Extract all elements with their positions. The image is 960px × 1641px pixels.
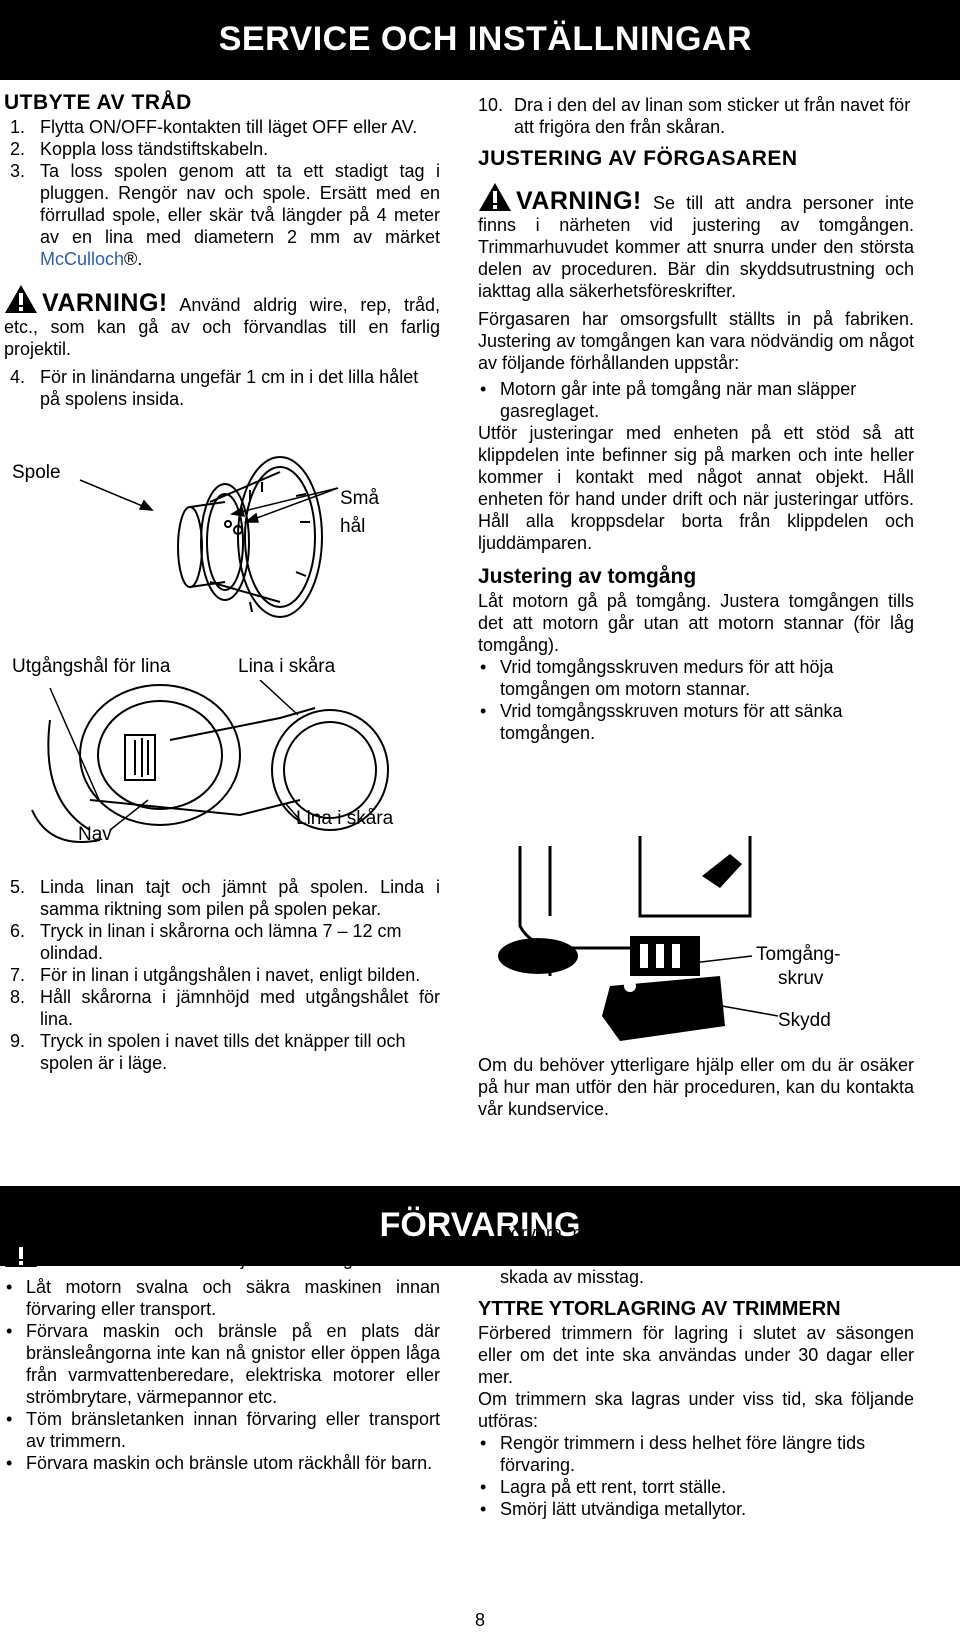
paragraph: Utför justeringar med enheten på ett stöd så att klippdelen inte befinner sig på marken och inte heller kommer i kontakt med något annat objekt. Håll enheten för hand under drift och när justeringar utförs. Håll alla kroppsdelar borta från klippdelen och ljuddämparen. xyxy=(478,423,914,553)
steps-list-top xyxy=(4,116,440,270)
right-column-service xyxy=(478,94,914,744)
list-item: • Förvara maskinen med samtliga skydd på plats. Ställ maskinen så att inga skarpa objekt kan orsaka skada av misstag. xyxy=(478,1222,914,1288)
list-item: • Låt motorn svalna och säkra maskinen innan förvaring eller transport. xyxy=(4,1276,440,1320)
help-paragraph-block xyxy=(478,1054,914,1120)
subheading-idle: Justering av tomgång xyxy=(478,565,697,588)
label-exit-hole: Utgångshål för lina xyxy=(12,656,171,677)
bullet-list-idle xyxy=(478,656,914,744)
list-item: 1. Flytta ON/OFF-kontakten till läget OFF eller AV. xyxy=(10,117,418,137)
warning-icon xyxy=(4,1238,38,1268)
storage-right-column xyxy=(478,1222,914,1520)
page-number: 8 xyxy=(474,1610,485,1630)
left-column-service xyxy=(4,90,440,410)
carburetor-illustration xyxy=(490,836,790,1046)
paragraph: Låt motorn gå på tomgång. Justera tomgången tills det att motorn går utan att motorn stannar (för låg tomgång). xyxy=(478,591,914,655)
section-heading-line-replacement: UTBYTE AV TRÅD xyxy=(4,91,192,114)
list-item: • Smörj lätt utvändiga metallytor. xyxy=(478,1498,914,1520)
paragraph: Förbered trimmern för lagring i slutet av säsongen eller om det inte ska användas under 30 dagar eller mer. xyxy=(478,1323,914,1387)
section-heading-exterior: YTTRE YTORLAGRING AV TRIMMERN xyxy=(478,1298,841,1320)
paragraph: Förgasaren har omsorgsfullt ställts in på fabriken. Justering av tomgången kan vara nödvändig om något av följande förhållanden uppstår: xyxy=(478,309,914,373)
bullet-list-storage xyxy=(4,1276,440,1474)
warning-icon xyxy=(478,182,512,212)
list-item: 7. För in linan i utgångshålen i navet, enligt bilden. xyxy=(10,965,421,985)
list-item: • Förvara maskin och bränsle utom räckhåll för barn. xyxy=(4,1452,440,1474)
list-item: 3. Ta loss spolen genom att ta ett stadigt tag i pluggen. Rengör nav och spole. Ersätt med en förrullad spole, eller skär två längder på 4 meter av en lina med diametern 2 mm av märket McCulloch®. xyxy=(10,161,440,269)
list-item: 9. Tryck in spolen i navet tills det knäpper till och spolen är i läge. xyxy=(10,1031,406,1073)
section-heading-carburetor: JUSTERING AV FÖRGASAREN xyxy=(478,147,798,170)
list-item: • Motorn går inte på tomgång när man släpper gasreglaget. xyxy=(478,378,914,422)
section-banner-service xyxy=(0,0,960,80)
page-title: SERVICE OCH INSTÄLLNINGAR xyxy=(218,20,752,58)
spool-callout-arrows xyxy=(70,460,350,540)
label-hub: Nav xyxy=(78,824,112,845)
list-item: 5. Linda linan tajt och jämnt på spolen. Linda i samma riktning som pilen på spolen pekar. xyxy=(10,877,440,919)
list-item: 10. Dra i den del av linan som sticker ut från navet för att frigöra den från skåran. xyxy=(478,95,911,137)
list-item: • Rengör trimmern i dess helhet före längre tids förvaring. xyxy=(478,1432,914,1476)
left-column-steps-bottom xyxy=(4,876,440,1074)
bullet-list xyxy=(478,378,914,422)
steps-list-4 xyxy=(4,366,440,410)
list-item: • Töm bränsletanken innan förvaring eller transport av trimmern. xyxy=(4,1408,440,1452)
label-idle-screw-1: Tomgång- xyxy=(756,944,841,965)
warning-icon xyxy=(4,284,38,314)
list-item: 4. För in linändarna ungefär 1 cm in i det lilla hålet på spolens insida. xyxy=(10,367,419,409)
section-title-storage: FÖRVARING xyxy=(379,1206,581,1244)
label-line-notch-2: Lina i skåra xyxy=(296,808,394,829)
bullet-list-exterior xyxy=(478,1432,914,1520)
list-item: 6. Tryck in linan i skårorna och lämna 7 – 12 cm olindad. xyxy=(10,921,402,963)
bullet-list-storage-right xyxy=(478,1222,914,1288)
warning-block: VARNING! Använd aldrig wire, rep, tråd, etc., som kan gå av och förvandlas till en farlig projektil. xyxy=(4,284,440,360)
label-line-notch-1: Lina i skåra xyxy=(238,656,336,677)
list-item: • Lagra på ett rent, torrt ställe. xyxy=(478,1476,914,1498)
warning-block-carburetor: VARNING! Se till att andra personer inte finns i närheten vid justering av tomgången. Trimmarhuvudet kommer att snurra under den största delen av proceduren. Bär din skyddsutrustning och iakttag alla säkerhetsföreskrifter. xyxy=(478,182,914,302)
warning-block-storage: VARNING! Efter varje användning: xyxy=(4,1238,440,1270)
steps-list-10 xyxy=(478,94,914,138)
brand-name: McCulloch xyxy=(40,249,125,269)
paragraph: Om du behöver ytterligare hjälp eller om du är osäker på hur man utför den här proceduren, kan du kontakta vår kundservice. xyxy=(478,1055,914,1119)
label-guard: Skydd xyxy=(778,1010,831,1031)
label-small-holes-2: hål xyxy=(340,516,366,537)
label-spool: Spole xyxy=(12,462,61,483)
label-idle-screw-2: skruv xyxy=(778,968,824,989)
list-item: • Förvara maskin och bränsle på en plats där bränsleångorna inte kan nå gnistor eller öppen låga från varmvattenberedare, elektriska motorer eller strömbrytare, värmepannor etc. xyxy=(4,1320,440,1408)
steps-list-bottom xyxy=(4,876,440,1074)
list-item: 2. Koppla loss tändstiftskabeln. xyxy=(10,139,269,159)
label-small-holes-1: Små xyxy=(340,488,380,509)
storage-left-column xyxy=(4,1238,440,1474)
list-item: 8. Håll skårorna i jämnhöjd med utgångshålet för lina. xyxy=(10,987,440,1029)
list-item: • Vrid tomgångsskruven moturs för att sänka tomgången. xyxy=(478,700,914,744)
list-item: • Vrid tomgångsskruven medurs för att höja tomgången om motorn stannar. xyxy=(478,656,914,700)
paragraph: Om trimmern ska lagras under viss tid, ska följande utföras: xyxy=(478,1389,914,1431)
